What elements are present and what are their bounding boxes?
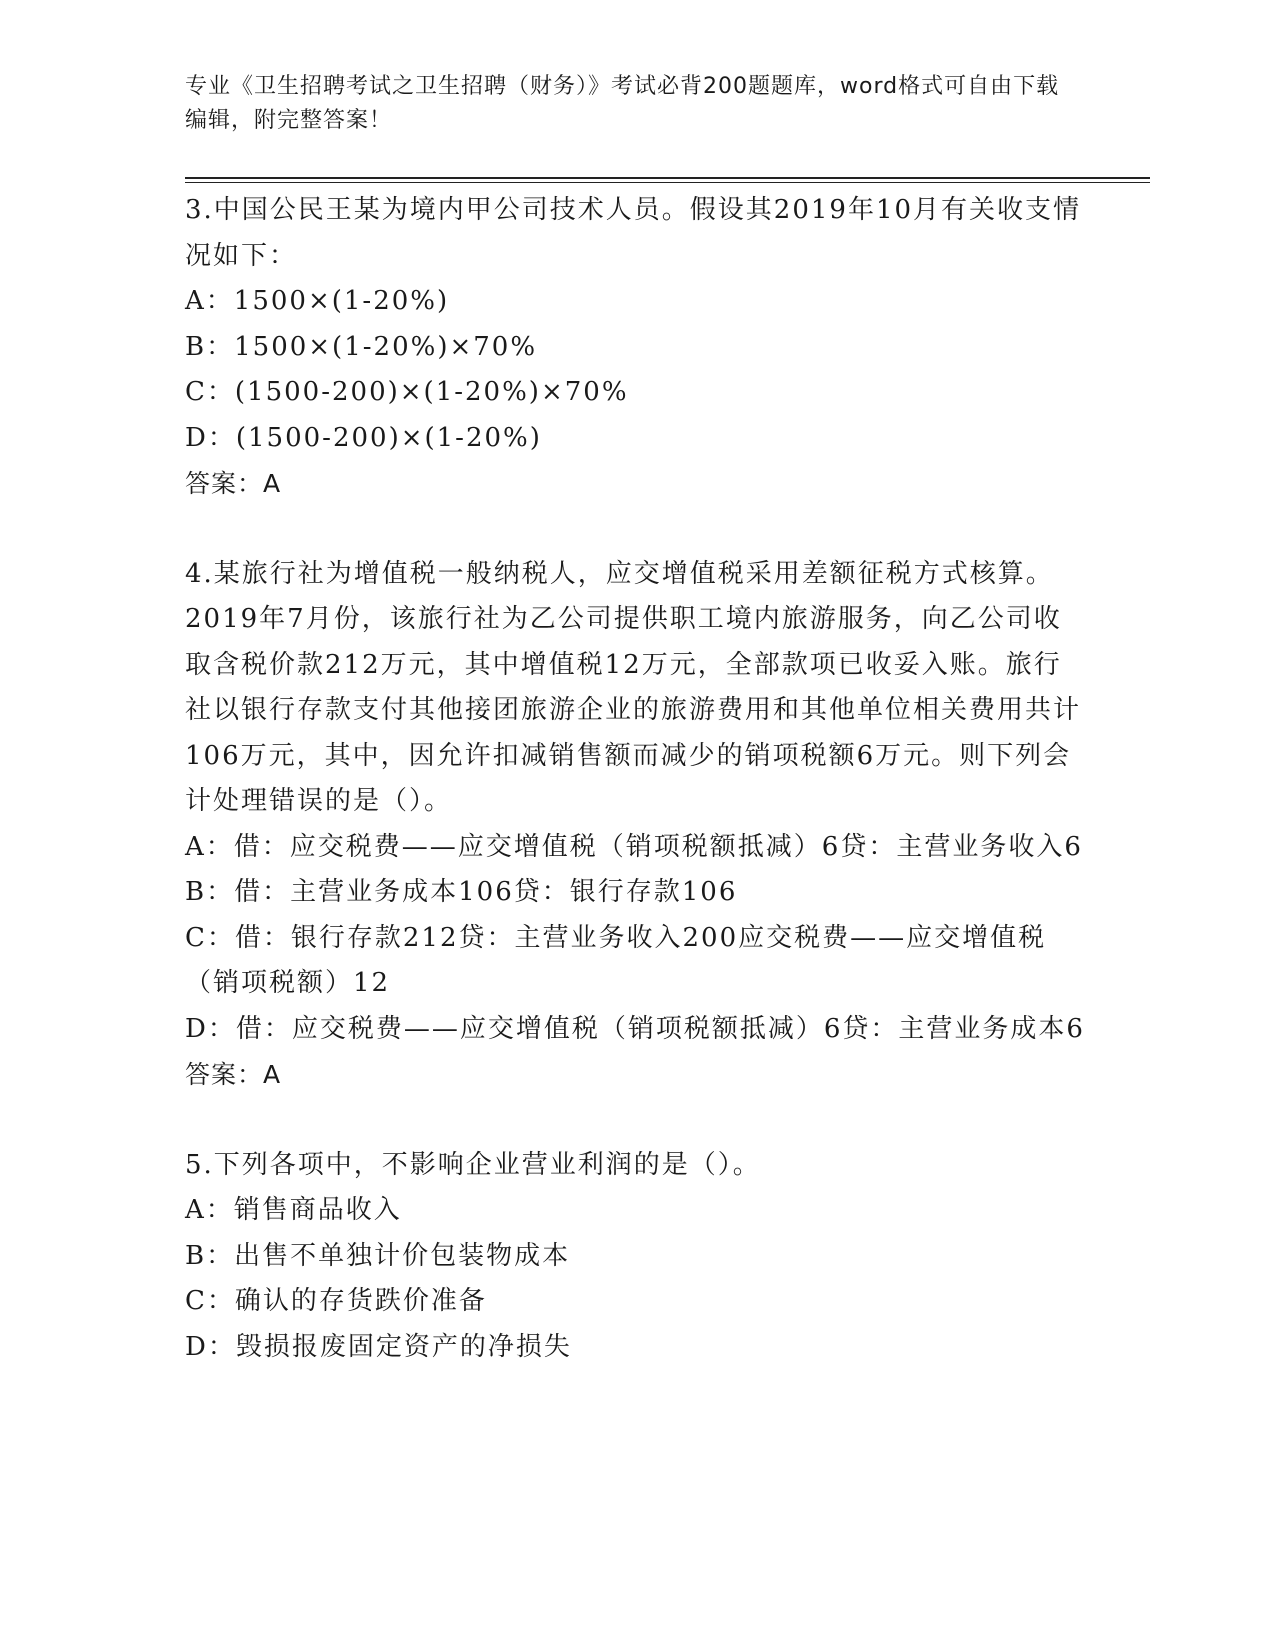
option-b: B：1500×(1-20%)×70% [185, 331, 538, 362]
question-4 [185, 552, 1085, 1098]
page-header: 专业《卫生招聘考试之卫生招聘（财务）》考试必背200题题库，word格式可自由下载编辑，附完整答案！ [185, 74, 1060, 133]
option-b: B：出售不单独计价包装物成本 [185, 1240, 571, 1271]
question-stem: 3.中国公民王某为境内甲公司技术人员。假设其2019年10月有关收支情况如下： [185, 195, 1082, 271]
option-c: C：借：银行存款212贷：主营业务收入200应交税费——应交增值税（销项税额）12 [185, 922, 1047, 998]
option-c: C：(1500-200)×(1-20%)×70% [185, 377, 629, 407]
question-stem: 4.某旅行社为增值税一般纳税人，应交增值税采用差额征税方式核算。2019年7月份，该旅行社为乙公司提供职工境内旅游服务，向乙公司收取含税价款212万元，其中增值税12万元，全部款项已收妥入账。旅行社以银行存款支付其他接团旅游企业的旅游费用和其他单位相关费用共计106万元，其中，因允许扣减销售额而减少的销项税额6万元。则下列会计处理错误的是（）。 [185, 558, 1082, 816]
question-5 [185, 1143, 1085, 1371]
option-a: A：1500×(1-20%) [185, 286, 450, 316]
option-a: A：销售商品收入 [185, 1195, 402, 1225]
header-rule-thin [185, 182, 1150, 183]
question-list [185, 188, 1085, 1370]
option-d: D：(1500-200)×(1-20%) [185, 422, 542, 453]
answer: 答案：A [185, 469, 282, 498]
header-rule-thick [185, 177, 1150, 179]
option-d: D：毁损报废固定资产的净损失 [185, 1331, 572, 1362]
option-b: B：借：主营业务成本106贷：银行存款106 [185, 877, 738, 907]
option-a: A：借：应交税费——应交增值税（销项税额抵减）6贷：主营业务收入6 [185, 831, 1083, 862]
question-3 [185, 188, 1085, 507]
question-stem: 5.下列各项中，不影响企业营业利润的是（）。 [185, 1149, 761, 1180]
option-d: D：借：应交税费——应交增值税（销项税额抵减）6贷：主营业务成本6 [185, 1013, 1085, 1044]
answer: 答案：A [185, 1060, 282, 1089]
option-c: C：确认的存货跌价准备 [185, 1286, 487, 1316]
